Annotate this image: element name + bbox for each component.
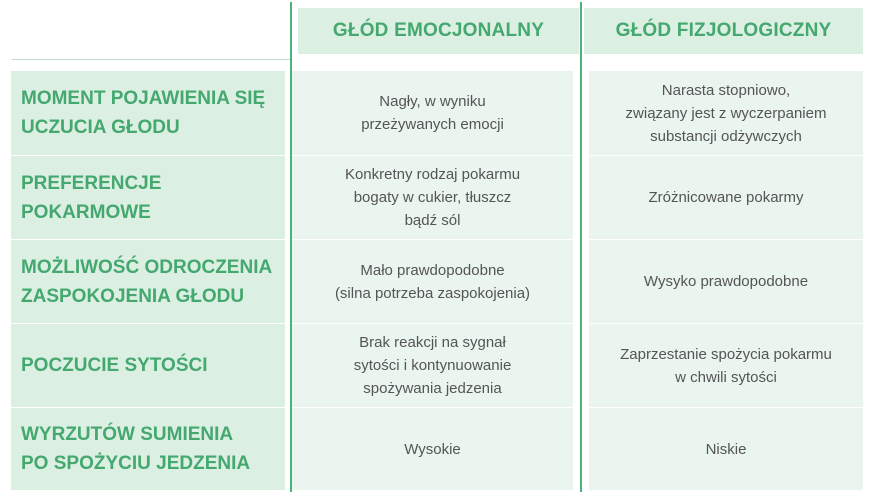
row-label-text: WYRZUTÓW SUMIENIA PO SPOŻYCIU JEDZENIA xyxy=(21,424,251,474)
cell-text: Wysokie xyxy=(404,440,461,458)
cell-preferences-physiological xyxy=(589,156,863,239)
header-emotional-hunger xyxy=(298,8,579,54)
cell-satiety-physiological xyxy=(589,324,863,407)
cell-text: Konkretny rodzaj pokarmu bogaty w cukier, tłuszcz bądź sól xyxy=(344,166,521,229)
cell-preferences-emotional xyxy=(292,156,573,239)
column-divider-right xyxy=(580,2,582,492)
cell-text: Zróżnicowane pokarmy xyxy=(648,189,804,206)
cell-text: Wysyko prawdopodobne xyxy=(643,273,809,290)
cell-text: Narasta stopniowo, związany jest z wyczerpaniem substancji odżywczych xyxy=(625,81,827,145)
header-physiological-hunger xyxy=(584,8,863,54)
row-label-text: PREFERENCJE POKARMOWE xyxy=(21,172,162,223)
row-label-satiety xyxy=(11,324,285,407)
cell-postponement-emotional xyxy=(292,240,573,323)
cell-guilt-emotional xyxy=(292,408,573,490)
header-emotional-hunger-label: GŁÓD EMOCJONALNY xyxy=(332,20,545,41)
row-label-guilt xyxy=(11,408,285,490)
header-physiological-hunger-label: GŁÓD FIZJOLOGICZNY xyxy=(615,20,832,41)
cell-text: Niskie xyxy=(705,440,747,458)
cell-text: Zaprzestanie spożycia pokarmu w chwili sytości xyxy=(620,345,832,386)
row-label-postponement xyxy=(11,240,285,323)
top-divider xyxy=(12,59,292,60)
row-label-food-preferences xyxy=(11,156,285,239)
cell-text: Mało prawdopodobne (silna potrzeba zaspokojenia) xyxy=(334,261,531,302)
row-label-text: POCZUCIE SYTOŚCI xyxy=(21,355,208,376)
cell-satiety-emotional xyxy=(292,324,573,407)
cell-guilt-physiological xyxy=(589,408,863,490)
row-label-text: MOMENT POJAWIENIA SIĘ UCZUCIA GŁODU xyxy=(21,88,266,138)
cell-postponement-physiological xyxy=(589,240,863,323)
cell-text: Brak reakcji na sygnał sytości i kontynuowanie spożywania jedzenia xyxy=(353,334,512,397)
cell-onset-physiological xyxy=(589,71,863,155)
cell-text: Nagły, w wyniku przeżywanych emocji xyxy=(361,93,504,133)
row-label-onset xyxy=(11,71,285,155)
cell-onset-emotional xyxy=(292,71,573,155)
row-label-text: MOŻLIWOŚĆ ODROCZENIA ZASPOKOJENIA GŁODU xyxy=(21,256,273,307)
